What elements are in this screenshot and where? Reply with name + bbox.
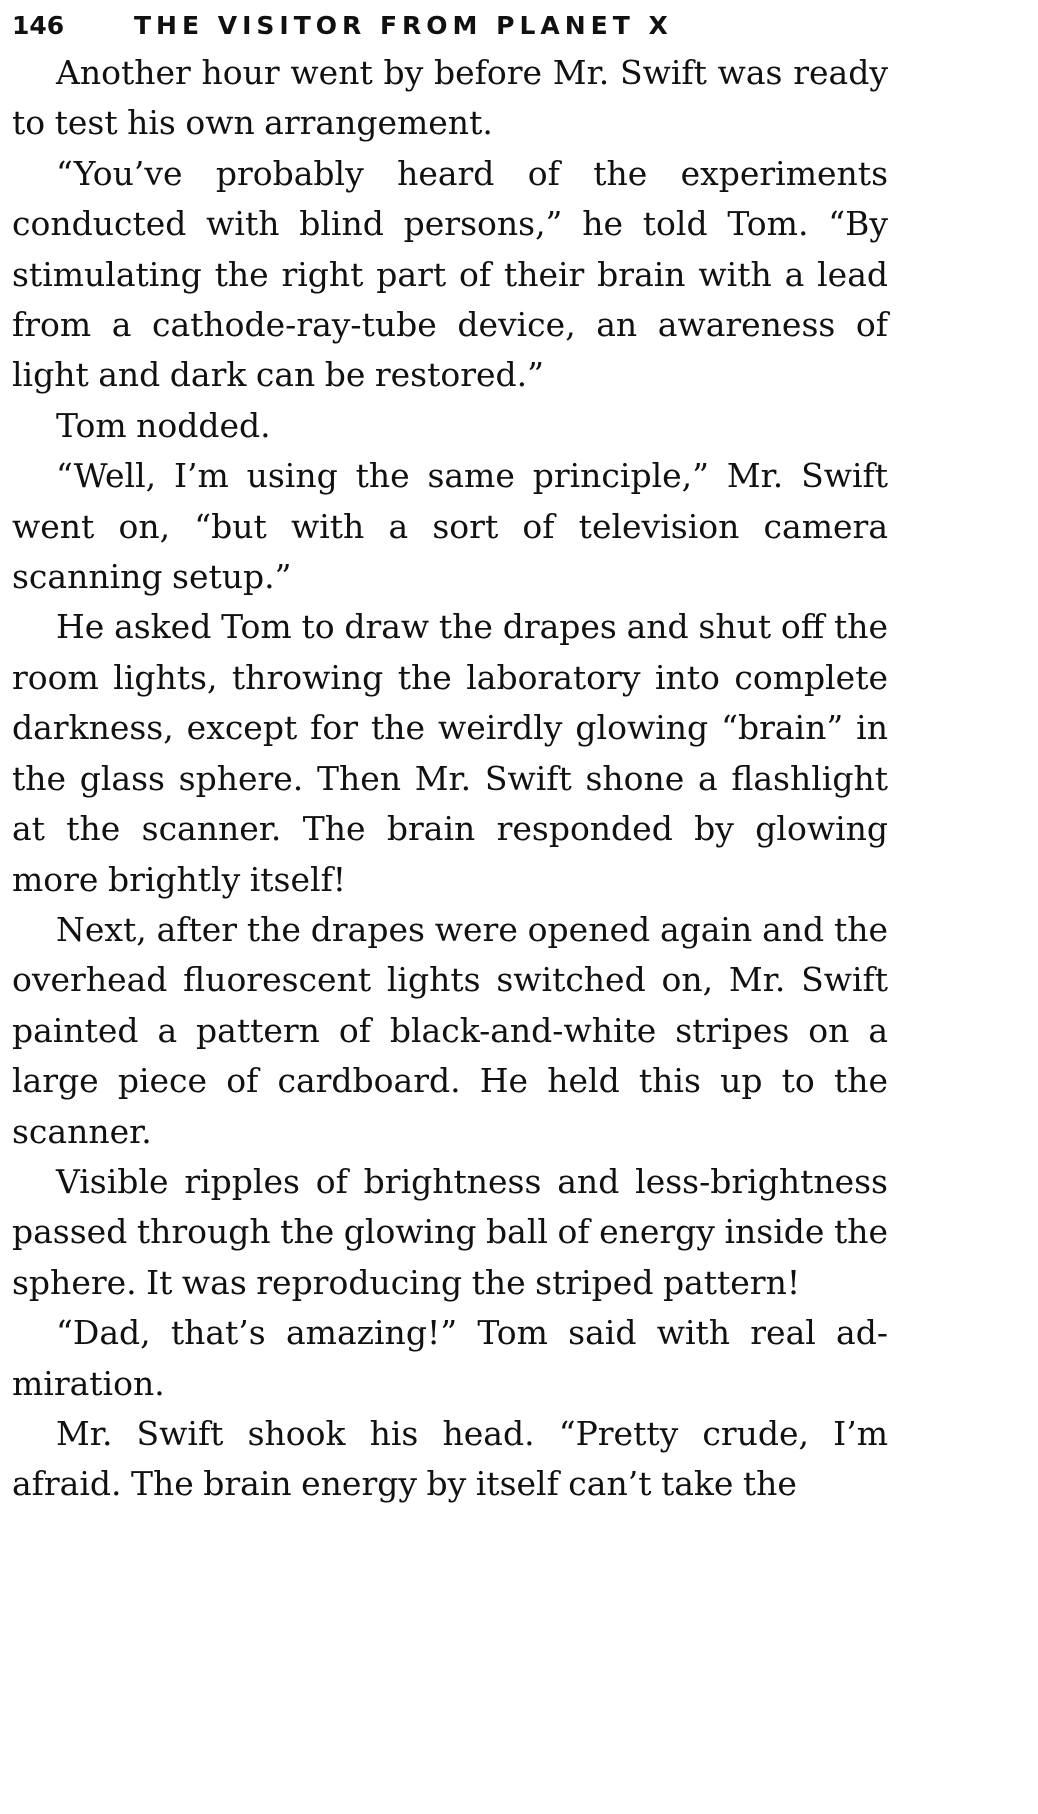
paragraph: He asked Tom to draw the drapes and shut off the room lights, throwing the laboratory into complete darkness, except for the weirdly glowing “brain” in the glass sphere. Then Mr. Swift shone a flashlight at the scanner. The brain responded by glowing more brightly itself! bbox=[12, 607, 888, 899]
running-head bbox=[12, 8, 888, 48]
paragraph: Visible ripples of brightness and less-brightness passed through the glowing ball of energy inside the sphere. It was reproducing the striped pattern! bbox=[12, 1161, 888, 1302]
page-number: 146 bbox=[12, 11, 65, 40]
paragraph: “Well, I’m using the same principle,” Mr. Swift went on, “but with a sort of television camera scanning setup.” bbox=[12, 456, 888, 597]
paragraph: Tom nodded. bbox=[56, 405, 271, 445]
book-title: THE VISITOR FROM PLANET X bbox=[134, 11, 673, 40]
body-text bbox=[12, 48, 888, 1510]
paragraph: “Dad, that’s amazing!” Tom said with real admiration. bbox=[12, 1313, 888, 1403]
paragraph: “You’ve probably heard of the experiments conducted with blind persons,” he told Tom. “By stimulating the right part of their brain with a lead from a cathode-ray-tube device, an awareness of light and dark can be restored.” bbox=[12, 153, 888, 395]
book-page bbox=[12, 8, 888, 1510]
paragraph: Next, after the drapes were opened again and the overhead fluorescent lights switched on, Mr. Swift painted a pattern of black-and-white stripes on a large piece of cardboard. He held this up to the scanner. bbox=[12, 909, 888, 1151]
paragraph: Mr. Swift shook his head. “Pretty crude, I’m afraid. The brain energy by itself can’t take the bbox=[12, 1413, 888, 1504]
paragraph: Another hour went by before Mr. Swift was ready to test his own arrangement. bbox=[12, 53, 888, 143]
